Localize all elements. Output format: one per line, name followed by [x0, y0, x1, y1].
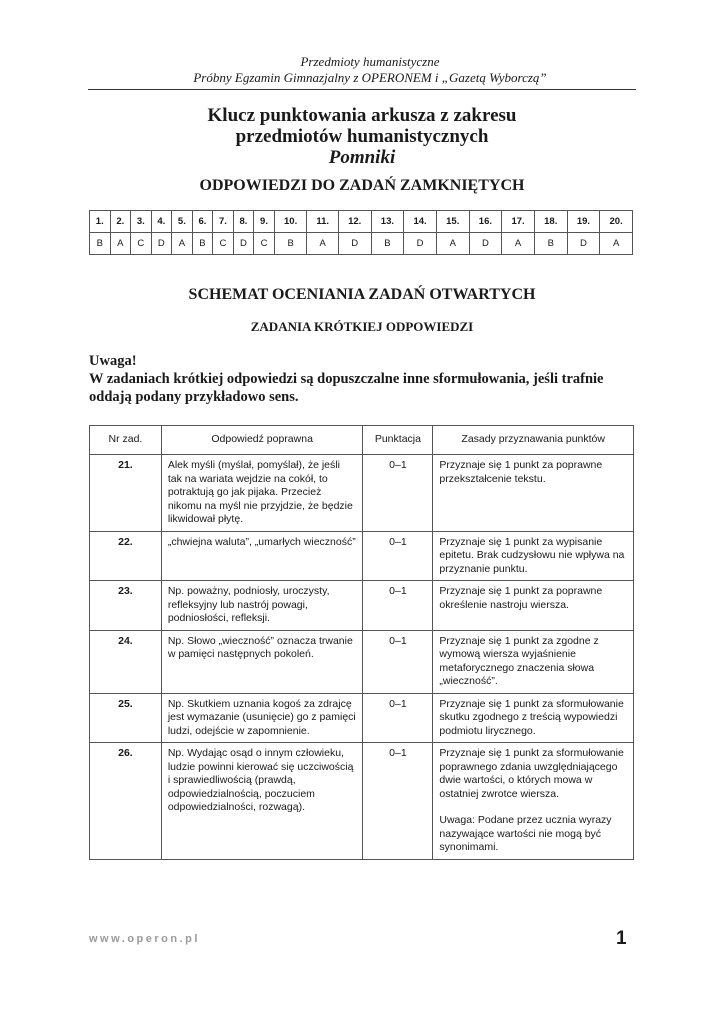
closed-task-number: 10.: [274, 211, 307, 233]
closed-task-answer: A: [110, 233, 131, 255]
closed-task-answer: A: [502, 233, 535, 255]
points-cell: 0–1: [363, 630, 433, 693]
closed-task-answer: A: [307, 233, 338, 255]
points-cell: 0–1: [363, 693, 433, 743]
rules-text: Przyznaje się 1 punkt za zgodne z wymową wiersza wyjaśnienie metaforycznego znaczenia słowa „wieczność”.: [439, 634, 599, 687]
title-line-2: przedmiotów humanistycznych: [235, 126, 489, 147]
answer-cell: Np. Słowo „wieczność” oznacza trwanie w pamięci następnych pokoleń.: [161, 630, 363, 693]
answer-cell: Np. poważny, podniosły, uroczysty, refleksyjny lub nastrój powagi, podniosłości, refleksji.: [161, 581, 363, 631]
closed-task-answer: D: [233, 233, 254, 255]
rules-cell: [433, 455, 634, 532]
header-exam: Próbny Egzamin Gimnazjalny z OPERONEM i „Gazetą Wyborczą”: [193, 70, 547, 85]
rules-text: Przyznaje się 1 punkt za poprawne określenie nastroju wiersza.: [439, 585, 603, 611]
closed-task-answer: D: [338, 233, 371, 255]
closed-task-number: 3.: [131, 211, 152, 233]
closed-task-number: 11.: [307, 211, 338, 233]
closed-task-number: 5.: [172, 211, 193, 233]
table-row: [90, 455, 634, 532]
header-subject: Przedmioty humanistyczne: [300, 54, 440, 69]
rules-text: Przyznaje się 1 punkt za sformułowanie poprawnego zdania uwzględniającego dwie wartości, o których mowa w ostatniej zwrotce wiersza.: [439, 747, 624, 800]
closed-task-number: 19.: [567, 211, 600, 233]
closed-task-answer: B: [274, 233, 307, 255]
closed-task-answer: B: [534, 233, 567, 255]
closed-task-answer: C: [254, 233, 275, 255]
closed-task-number: 15.: [436, 211, 469, 233]
title-subtitle: Pomniki: [328, 147, 396, 168]
rules-text: Przyznaje się 1 punkt za poprawne przekształcenie tekstu.: [439, 459, 603, 485]
points-cell: 0–1: [363, 455, 433, 532]
closed-task-answer: B: [90, 233, 111, 255]
answer-cell: „chwiejna waluta”, „umarłych wieczność”: [161, 531, 363, 581]
title-line-1: Klucz punktowania arkusza z zakresu: [207, 105, 517, 126]
closed-task-answer: C: [213, 233, 234, 255]
closed-task-number: 1.: [90, 211, 111, 233]
closed-task-number: 20.: [600, 211, 633, 233]
task-number-cell: 22.: [90, 531, 162, 581]
document-title: [88, 105, 636, 168]
footer-url: www.operon.pl: [89, 933, 200, 945]
closed-task-number: 7.: [213, 211, 234, 233]
closed-task-number: 18.: [534, 211, 567, 233]
closed-task-number: 13.: [371, 211, 404, 233]
closed-task-answer: B: [371, 233, 404, 255]
task-number-cell: 24.: [90, 630, 162, 693]
rules-note: Uwaga: Podane przez ucznia wyrazy nazywające wartości nie mogą być synonimami.: [439, 814, 612, 853]
rules-cell: [433, 743, 634, 860]
col-header-points: Punktacja: [363, 426, 433, 455]
closed-task-number: 16.: [469, 211, 502, 233]
closed-task-answer: D: [567, 233, 600, 255]
closed-task-number: 12.: [338, 211, 371, 233]
scoring-header-row: [90, 426, 634, 455]
answer-cell: Np. Skutkiem uznania kogoś za zdrajcę jest wymazanie (usunięcie) go z pamięci ludzi, odejście w zapomnienie.: [161, 693, 363, 743]
points-cell: 0–1: [363, 743, 433, 860]
page-number: 1: [616, 928, 627, 949]
col-header-rules: Zasady przyznawania punktów: [433, 426, 634, 455]
closed-task-number: 4.: [151, 211, 172, 233]
points-cell: 0–1: [363, 531, 433, 581]
note-label: Uwaga!: [89, 353, 137, 369]
table-row: [90, 743, 634, 860]
table-row: [90, 630, 634, 693]
closed-task-number: 14.: [404, 211, 437, 233]
closed-task-number: 9.: [254, 211, 275, 233]
closed-task-number: 8.: [233, 211, 254, 233]
header-rule: [88, 89, 636, 90]
closed-task-answer: B: [192, 233, 213, 255]
closed-numbers-row: [90, 211, 633, 233]
closed-task-number: 17.: [502, 211, 535, 233]
table-row: [90, 693, 634, 743]
closed-task-answer: A: [172, 233, 193, 255]
open-tasks-heading: SCHEMAT OCENIANIA ZADAŃ OTWARTYCH: [188, 286, 536, 303]
closed-task-answer: D: [469, 233, 502, 255]
rules-cell: [433, 531, 634, 581]
closed-answers-row: [90, 233, 633, 255]
note-block: [89, 352, 637, 406]
table-row: [90, 581, 634, 631]
closed-task-answer: A: [600, 233, 633, 255]
col-header-answer: Odpowiedź poprawna: [161, 426, 363, 455]
task-number-cell: 23.: [90, 581, 162, 631]
closed-task-answer: C: [131, 233, 152, 255]
answer-cell: Np. Wydając osąd o innym człowieku, ludzie powinni kierować się uczciwością i sprawiedliwością (prawdą, odpowiedzialnością, poczuciem odpowiedzialności, rozwagą).: [161, 743, 363, 860]
task-number-cell: 26.: [90, 743, 162, 860]
rules-cell: [433, 581, 634, 631]
closed-tasks-heading: ODPOWIEDZI DO ZADAŃ ZAMKNIĘTYCH: [199, 177, 525, 194]
answer-cell: Alek myśli (myślał, pomyślał), że jeśli tak na wariata wejdzie na cokół, to potraktują go jak pijaka. Przecież nikomu na myśl nie przyjdzie, że będzie likwidował płytę.: [161, 455, 363, 532]
task-number-cell: 25.: [90, 693, 162, 743]
closed-task-number: 2.: [110, 211, 131, 233]
note-text: W zadaniach krótkiej odpowiedzi są dopuszczalne inne sformułowania, jeśli trafnie oddają podany przykładowo sens.: [89, 371, 604, 405]
closed-task-answer: D: [404, 233, 437, 255]
task-number-cell: 21.: [90, 455, 162, 532]
rules-text: Przyznaje się 1 punkt za sformułowanie skutku zgodnego z treścią wypowiedzi podmiotu lirycznego.: [439, 697, 624, 737]
closed-task-number: 6.: [192, 211, 213, 233]
scoring-table: [89, 425, 634, 860]
col-header-nr: Nr zad.: [90, 426, 162, 455]
closed-task-answer: A: [436, 233, 469, 255]
table-row: [90, 531, 634, 581]
closed-task-answer: D: [151, 233, 172, 255]
rules-text: Przyznaje się 1 punkt za wypisanie epitetu. Brak cudzysłowu nie wpływa na przyznanie punktu.: [439, 535, 625, 575]
rules-cell: [433, 630, 634, 693]
closed-answers-table: [89, 210, 633, 255]
rules-cell: [433, 693, 634, 743]
points-cell: 0–1: [363, 581, 433, 631]
short-answer-heading: ZADANIA KRÓTKIEJ ODPOWIEDZI: [250, 319, 474, 334]
scoring-body: [90, 455, 634, 860]
